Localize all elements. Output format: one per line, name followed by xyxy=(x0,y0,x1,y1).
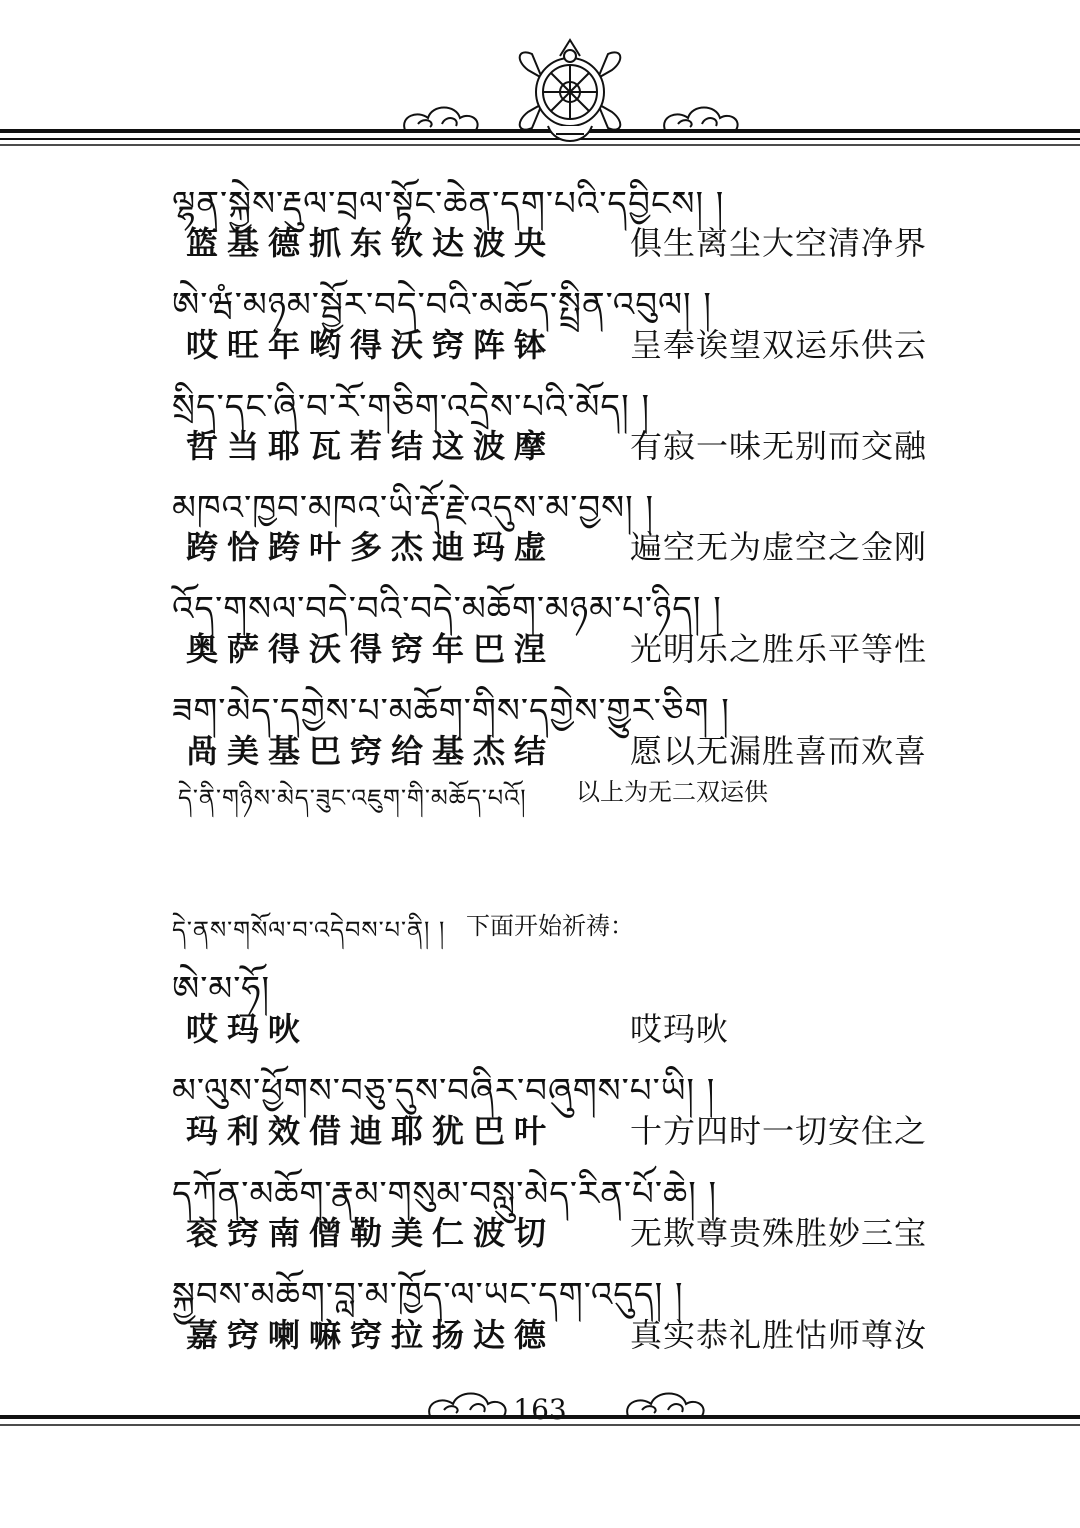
phonetic-verse-line: 玛利效借迪耶犹巴叶 xyxy=(186,1112,556,1150)
header-ornament xyxy=(0,0,1080,160)
tibetan-verse-line: ཟག་མེད་དགྱེས་པ་མཆོག་གིས་དགྱེས་གྱུར་ཅིག ། xyxy=(172,691,730,731)
phonetic-verse-line: 哲当耶瓦若结这波摩 xyxy=(186,427,556,465)
tibetan-verse-line: འོད་གསལ་བདེ་བའི་བདེ་མཆོག་མཉམ་པ་ཉིད། ། xyxy=(172,589,722,629)
cloud-icon xyxy=(664,108,737,131)
phonetic-verse-line: 咼美基巴窍给基杰结 xyxy=(186,732,556,770)
dharma-wheel-icon xyxy=(520,40,621,141)
tibetan-verse-line: སྐྱབས་མཆོག་བླ་མ་ཁྱོད་ལ་ཡང་དག་འདུད། ། xyxy=(172,1275,684,1315)
phonetic-verse-line: 哎旺年哟得沃窍阵钵 xyxy=(186,326,556,364)
intro-tibetan: དེ་ནས་གསོལ་བ་འདེབས་པ་ནི། ། xyxy=(172,916,446,944)
tibetan-verse-line: ལྷན་སྐྱེས་རྡུལ་བྲལ་སྟོང་ཆེན་དག་པའི་དབྱིངས། ། xyxy=(172,184,725,224)
chinese-verse-line: 有寂一味无别而交融 xyxy=(630,427,928,465)
tibetan-verse-line: ཨེ་ཝཾ་མཉམ་སྦྱོར་བདེ་བའི་མཆོད་སྤྲིན་འབུལ། ། xyxy=(172,285,712,325)
chinese-verse-line: 俱生离尘大空清净界 xyxy=(630,224,928,262)
cloud-icon xyxy=(404,108,477,131)
page-number: 163 xyxy=(513,1393,567,1426)
opening-tibetan: ཨེ་མ་ཧོ། xyxy=(172,969,271,1009)
chinese-verse-line: 无欺尊贵殊胜妙三宝 xyxy=(630,1214,928,1252)
section-note-chinese: 以上为无二双运供 xyxy=(576,778,768,806)
chinese-verse-line: 真实恭礼胜怙师尊汝 xyxy=(630,1316,928,1354)
tibetan-verse-line: དཀོན་མཆོག་རྣམ་གསུམ་བསླུ་མེད་རིན་པོ་ཆེ། ། xyxy=(172,1174,718,1214)
intro-chinese: 下面开始祈祷： xyxy=(466,912,634,940)
chinese-verse-line: 十方四时一切安住之 xyxy=(630,1112,928,1150)
tibetan-verse-line: སྲིད་དང་ཞི་བ་རོ་གཅིག་འདྲེས་པའི་མོད། ། xyxy=(172,387,651,427)
chinese-verse-line: 呈奉诶望双运乐供云 xyxy=(630,326,928,364)
tibetan-verse-line: མཁའ་ཁྱབ་མཁའ་ཡི་རྡོ་རྗེ་འདུས་མ་བྱས། ། xyxy=(172,488,654,528)
chinese-verse-line: 遍空无为虚空之金刚 xyxy=(630,528,928,566)
opening-phonetic: 哎玛吙 xyxy=(186,1010,310,1048)
tibetan-verse-line: མ་ལུས་ཕྱོགས་བཅུ་དུས་བཞིར་བཞུགས་པ་ཡི། ། xyxy=(172,1071,716,1111)
opening-chinese: 哎玛吙 xyxy=(630,1010,730,1048)
phonetic-verse-line: 跨恰跨叶多杰迪玛虚 xyxy=(186,528,556,566)
chinese-verse-line: 愿以无漏胜喜而欢喜 xyxy=(630,732,928,770)
section-note-tibetan: དེ་ནི་གཉིས་མེད་ཟུང་འཇུག་གི་མཆོད་པའོ། xyxy=(178,784,527,812)
phonetic-verse-line: 衮窍南僧勒美仁波切 xyxy=(186,1214,556,1252)
chinese-verse-line: 光明乐之胜乐平等性 xyxy=(630,630,928,668)
phonetic-verse-line: 篮基德抓东钦达波央 xyxy=(186,224,556,262)
phonetic-verse-line: 嘉窍喇嘛窍拉扬达德 xyxy=(186,1316,556,1354)
phonetic-verse-line: 奥萨得沃得窍年巴涅 xyxy=(186,630,556,668)
